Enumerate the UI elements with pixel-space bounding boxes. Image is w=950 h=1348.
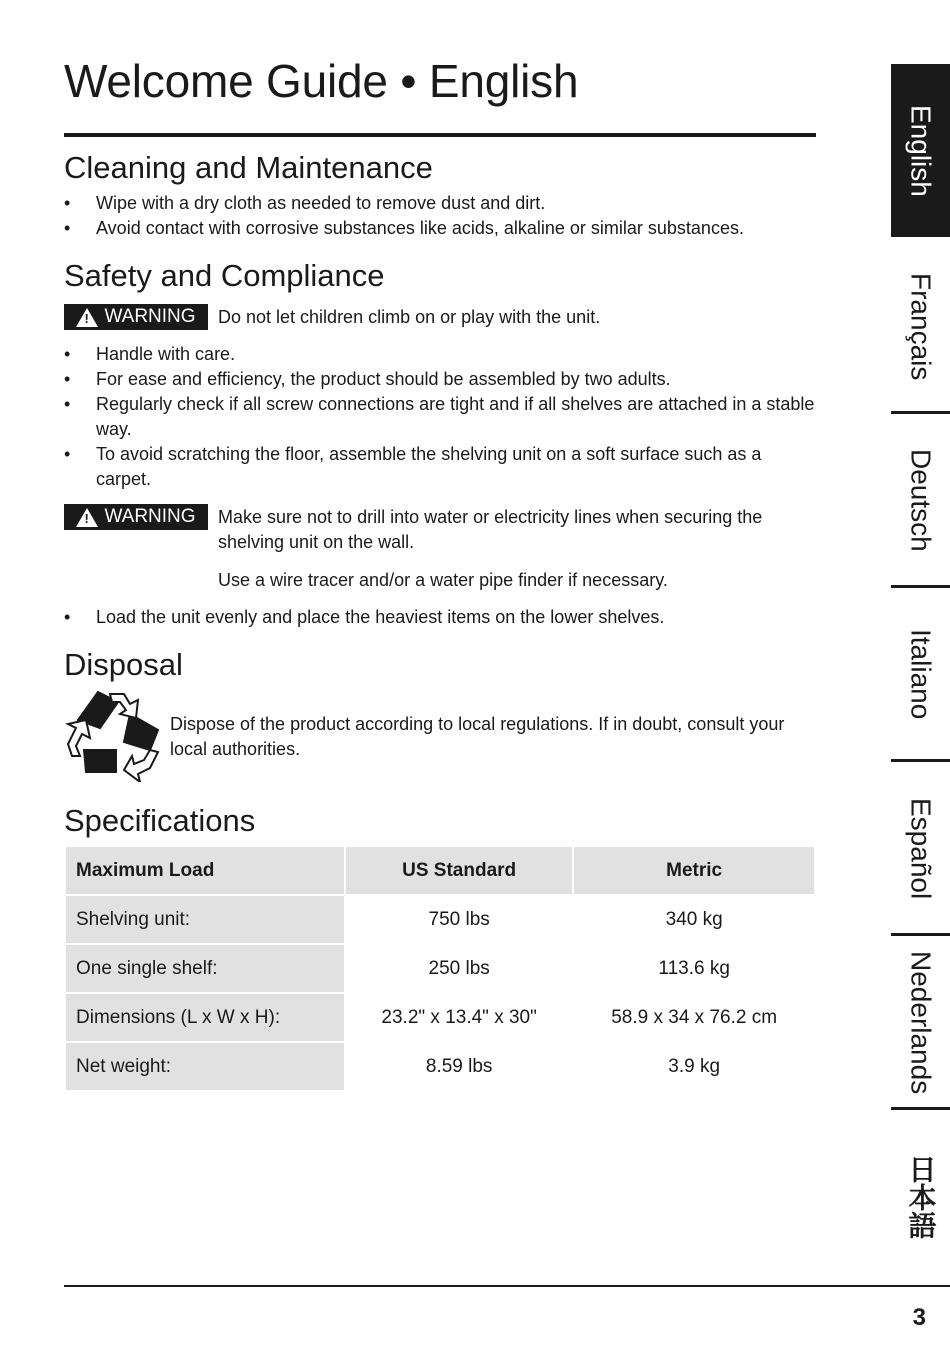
tab-italiano[interactable]: [891, 588, 950, 761]
cleaning-heading: Cleaning and Maintenance: [64, 150, 433, 185]
disposal-text: Dispose of the product according to local regulations. If in doubt, consult your local authorities.: [170, 714, 785, 759]
footer-divider: [64, 1285, 950, 1287]
list-item: • Wipe with a dry cloth as needed to remove dust and dirt.: [64, 191, 816, 216]
row-label: Net weight:: [66, 1043, 344, 1090]
tab-label: Italiano: [905, 629, 937, 720]
table-row: [66, 896, 814, 943]
page-number: 3: [912, 1304, 926, 1331]
tab-english[interactable]: [891, 64, 950, 237]
warning-icon: !: [76, 308, 98, 327]
table-cell: 340 kg: [574, 896, 814, 943]
column-header: Maximum Load: [66, 847, 344, 894]
table-cell: 8.59 lbs: [346, 1043, 572, 1090]
table-row: [66, 945, 814, 992]
list-item: • Avoid contact with corrosive substances like acids, alkaline or similar substances.: [64, 216, 816, 241]
warning-label: WARNING: [104, 306, 196, 327]
row-label: Dimensions (L x W x H):: [66, 994, 344, 1041]
specs-heading: Specifications: [64, 803, 256, 838]
table-cell: 23.2" x 13.4" x 30": [346, 994, 572, 1041]
safety-list-last: [64, 605, 816, 630]
tab-label: Deutsch: [905, 449, 937, 552]
column-header: US Standard: [346, 847, 572, 894]
table-cell: 58.9 x 34 x 76.2 cm: [574, 994, 814, 1041]
list-item: • Handle with care.: [64, 342, 816, 367]
tab-nederlands[interactable]: [891, 936, 950, 1109]
tab-label: 日本語: [905, 1154, 937, 1239]
warning-badge: [64, 304, 208, 330]
row-label: One single shelf:: [66, 945, 344, 992]
tab-espanol[interactable]: [891, 762, 950, 935]
tab-label: Français: [905, 272, 937, 381]
warning-icon: !: [76, 508, 98, 527]
specs-table: [64, 845, 816, 1092]
table-cell: 3.9 kg: [574, 1043, 814, 1090]
tab-label: English: [905, 104, 937, 197]
list-item: • For ease and efficiency, the product should be assembled by two adults.: [64, 367, 816, 392]
row-label: Shelving unit:: [66, 896, 344, 943]
tab-francais[interactable]: [891, 240, 950, 413]
cleaning-list: [64, 191, 816, 241]
tab-deutsch[interactable]: [891, 414, 950, 587]
warning-text: Do not let children climb on or play with the unit.: [218, 307, 601, 327]
warning-text: Make sure not to drill into water or electricity lines when securing the shelving unit on the wall.: [218, 507, 763, 552]
table-header-row: [66, 847, 814, 894]
warning-badge: [64, 504, 208, 530]
table-row: [66, 994, 814, 1041]
tab-label: Español: [905, 797, 937, 900]
table-cell: 750 lbs: [346, 896, 572, 943]
warning-label: WARNING: [104, 506, 196, 527]
warning-note: Use a wire tracer and/or a water pipe finder if necessary.: [218, 570, 668, 590]
list-item: • To avoid scratching the floor, assemble the shelving unit on a soft surface such as a carpet.: [64, 442, 816, 492]
tab-label: Nederlands: [905, 950, 937, 1095]
tab-japanese[interactable]: [891, 1110, 950, 1283]
list-item: • Load the unit evenly and place the heaviest items on the lower shelves.: [64, 605, 816, 630]
table-cell: 113.6 kg: [574, 945, 814, 992]
table-cell: 250 lbs: [346, 945, 572, 992]
table-row: [66, 1043, 814, 1090]
title-divider: [64, 133, 816, 137]
safety-list: [64, 342, 816, 492]
recycle-icon: [64, 690, 160, 782]
list-item: • Regularly check if all screw connections are tight and if all shelves are attached in a stable way.: [64, 392, 816, 442]
safety-heading: Safety and Compliance: [64, 258, 385, 293]
page-title: Welcome Guide • English: [64, 55, 579, 107]
disposal-heading: Disposal: [64, 647, 183, 682]
column-header: Metric: [574, 847, 814, 894]
